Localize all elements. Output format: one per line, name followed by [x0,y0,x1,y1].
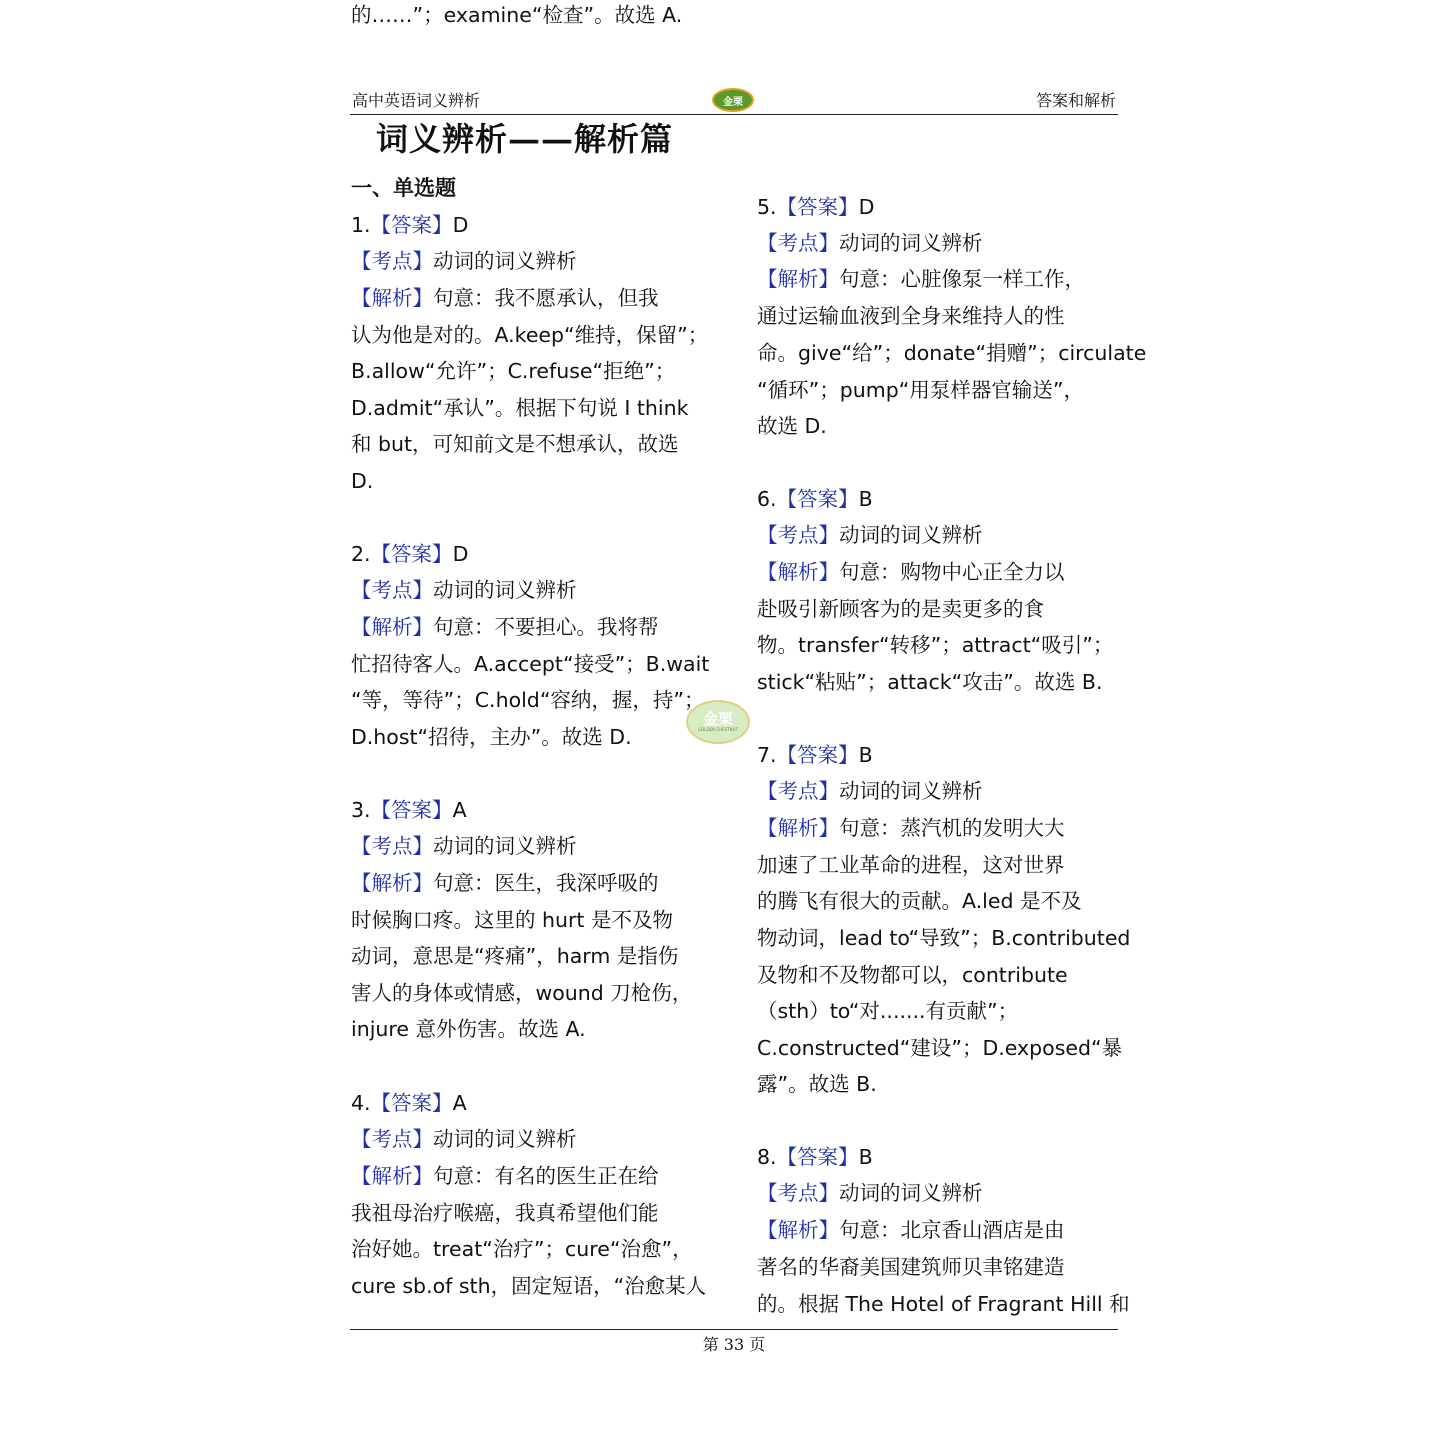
analysis-line [757,1215,1065,1245]
analysis-text: C.constructed“建设”；D.exposed“暴 [757,1036,1123,1060]
analysis-line [757,813,1065,843]
analysis-line [757,886,1082,916]
point-value: 动词的词义辨析 [839,523,983,547]
section-title: 一、单选题 [351,175,456,200]
footer-divider [350,1329,1118,1330]
analysis-line [757,850,1065,880]
point-line [757,228,983,258]
point-label: 【考点】 [757,1181,839,1205]
analysis-text: 句意：蒸汽机的发明大大 [839,816,1065,840]
point-label: 【考点】 [351,834,433,858]
question-number: 5. [757,195,777,219]
analysis-text: 物动词，lead to“导致”；B.contributed [757,926,1131,950]
answer-label: 【答案】 [776,743,859,767]
analysis-label: 【解析】 [351,1164,433,1188]
point-label: 【考点】 [757,231,839,255]
answer-value: B [858,743,873,767]
point-value: 动词的词义辨析 [433,1127,577,1151]
answer-line [757,1142,873,1172]
answer-value: D [452,542,469,566]
answer-value: B [858,487,873,511]
analysis-text: 的腾飞有很大的贡献。A.led 是不及 [757,889,1082,913]
point-line [757,520,983,550]
analysis-line [757,301,1065,331]
analysis-line [757,1252,1065,1282]
analysis-label: 【解析】 [351,871,433,895]
analysis-line [351,356,675,386]
analysis-text: 句意：北京香山酒店是由 [839,1218,1065,1242]
question-number: 6. [757,487,777,511]
analysis-text: injure 意外伤害。故选 A. [351,1017,586,1041]
analysis-line [757,1289,1130,1319]
analysis-line [757,923,1130,953]
answer-value: D [452,213,469,237]
analysis-text: 及物和不及物都可以，contribute [757,963,1068,987]
answer-label: 【答案】 [776,195,859,219]
point-line [351,246,577,276]
analysis-label: 【解析】 [757,816,839,840]
question-number: 2. [351,542,371,566]
analysis-label: 【解析】 [757,267,839,291]
watermark-subtext: GOLDEN CHESTNUT [697,727,739,732]
analysis-text: 加速了工业革命的进程，这对世界 [757,853,1065,877]
analysis-line [351,905,673,935]
point-value: 动词的词义辨析 [839,779,983,803]
analysis-line [757,411,827,441]
analysis-text: 的。根据 The Hotel of Fragrant Hill 和 [757,1292,1130,1316]
analysis-text: 命。give“给”；donate“捐赠”；circulate [757,341,1147,365]
analysis-text: D.host“招待，主办”。故选 D. [351,725,632,749]
analysis-text: stick“粘贴”；attack“攻击”。故选 B. [757,670,1103,694]
analysis-text: 和 but，可知前文是不想承认，故选 [351,432,679,456]
analysis-text: 句意：不要担心。我将帮 [433,615,659,639]
question-number: 7. [757,743,777,767]
analysis-line [351,466,373,496]
question-number: 4. [351,1091,371,1115]
analysis-line [757,375,1084,405]
analysis-line [351,612,659,642]
answer-value: B [858,1145,873,1169]
point-value: 动词的词义辨析 [839,1181,983,1205]
analysis-text: 忙招待客人。A.accept“接受”；B.wait [351,652,710,676]
page-number: 第 33 页 [702,1335,766,1354]
analysis-line [351,1234,693,1264]
analysis-line [757,667,1102,697]
analysis-text: 物。transfer“转移”；attract“吸引”； [757,633,1114,657]
analysis-line [351,1271,706,1301]
question-number: 8. [757,1145,777,1169]
analysis-text: 通过运输血液到全身来维持人的性 [757,304,1065,328]
analysis-text: 故选 D. [757,414,827,438]
analysis-line [757,960,1068,990]
answer-value: A [452,798,467,822]
header-left-text: 高中英语词义辨析 [352,91,481,110]
analysis-label: 【解析】 [351,615,433,639]
analysis-text: 治好她。treat“治疗”；cure“治愈”， [351,1237,693,1261]
analysis-line [351,1014,586,1044]
answer-value: A [452,1091,467,1115]
analysis-line [757,996,1018,1026]
analysis-text: 著名的华裔美国建筑师贝聿铭建造 [757,1255,1065,1279]
analysis-text: “等，等待”；C.hold“容纳，握，持”； [351,688,705,712]
analysis-text: “循环”；pump“用泵样器官输送”， [757,378,1084,402]
point-line [351,575,577,605]
analysis-text: D. [351,469,374,493]
answer-line [351,795,467,825]
answer-value: D [858,195,875,219]
analysis-text: 句意：有名的医生正在给 [433,1164,659,1188]
point-label: 【考点】 [351,249,433,273]
analysis-line [351,1161,659,1191]
analysis-line [757,630,1113,660]
analysis-text: 认为他是对的。A.keep“维持，保留”； [351,323,709,347]
point-label: 【考点】 [757,779,839,803]
point-label: 【考点】 [757,523,839,547]
analysis-line [757,338,1146,368]
answer-label: 【答案】 [370,798,453,822]
answer-label: 【答案】 [370,213,453,237]
answer-label: 【答案】 [370,542,453,566]
watermark-text: 金栗 [702,710,733,728]
analysis-text: 句意：购物中心正全力以 [839,560,1065,584]
analysis-label: 【解析】 [757,560,839,584]
analysis-label: 【解析】 [757,1218,839,1242]
analysis-text: 我祖母治疗喉癌，我真希望他们能 [351,1201,659,1225]
analysis-text: 句意：我不愿承认，但我 [433,286,659,310]
analysis-text: 害人的身体或情感，wound 刀枪伤， [351,981,693,1005]
watermark-logo-icon [686,700,750,744]
analysis-line [351,320,708,350]
analysis-line [351,649,709,679]
analysis-line [351,941,678,971]
point-value: 动词的词义辨析 [433,578,577,602]
answer-line [757,740,873,770]
analysis-line [351,1198,659,1228]
analysis-text: D.admit“承认”。根据下句说 I think [351,396,689,420]
question-number: 1. [351,213,371,237]
question-number: 3. [351,798,371,822]
point-value: 动词的词义辨析 [433,834,577,858]
analysis-line [757,264,1085,294]
point-value: 动词的词义辨析 [433,249,577,273]
analysis-line [351,283,659,313]
analysis-text: 露”。故选 B. [757,1072,877,1096]
analysis-label: 【解析】 [351,286,433,310]
analysis-text: B.allow“允许”；C.refuse“拒绝”； [351,359,676,383]
analysis-line [351,393,689,423]
page-title: 词义辨析——解析篇 [376,120,674,158]
analysis-text: （sth）to“对.......有贡献”； [757,999,1019,1023]
analysis-line [351,868,659,898]
point-value: 动词的词义辨析 [839,231,983,255]
point-label: 【考点】 [351,1127,433,1151]
analysis-line [351,429,679,459]
answer-label: 【答案】 [776,487,859,511]
point-line [351,1124,577,1154]
analysis-line [757,594,1044,624]
answer-label: 【答案】 [370,1091,453,1115]
logo-icon [712,88,754,112]
point-line [757,776,983,806]
point-line [351,831,577,861]
analysis-text: cure sb.of sth，固定短语，“治愈某人 [351,1274,707,1298]
analysis-line [757,1033,1122,1063]
header-right-text: 答案和解析 [1035,91,1116,110]
analysis-text: 句意：医生，我深呼吸的 [433,871,659,895]
analysis-text: 句意：心脏像泵一样工作， [839,267,1085,291]
analysis-text: 赴吸引新顾客为的是卖更多的食 [757,597,1044,621]
answer-line [351,1088,467,1118]
analysis-text: 动词，意思是“疼痛”，harm 是指伤 [351,944,679,968]
analysis-line [351,978,692,1008]
answer-line [351,539,468,569]
analysis-line [757,1069,877,1099]
point-label: 【考点】 [351,578,433,602]
logo-text: 金栗 [723,96,743,108]
answer-line [757,484,873,514]
answer-label: 【答案】 [776,1145,859,1169]
analysis-text: 的……”；examine“检查”。故选 A. [351,3,683,27]
analysis-line [351,722,632,752]
analysis-line [757,557,1065,587]
analysis-text: 时候胸口疼。这里的 hurt 是不及物 [351,908,673,932]
analysis-line [351,0,682,30]
answer-line [351,210,468,240]
point-line [757,1178,983,1208]
analysis-line [351,685,705,715]
answer-line [757,192,874,222]
